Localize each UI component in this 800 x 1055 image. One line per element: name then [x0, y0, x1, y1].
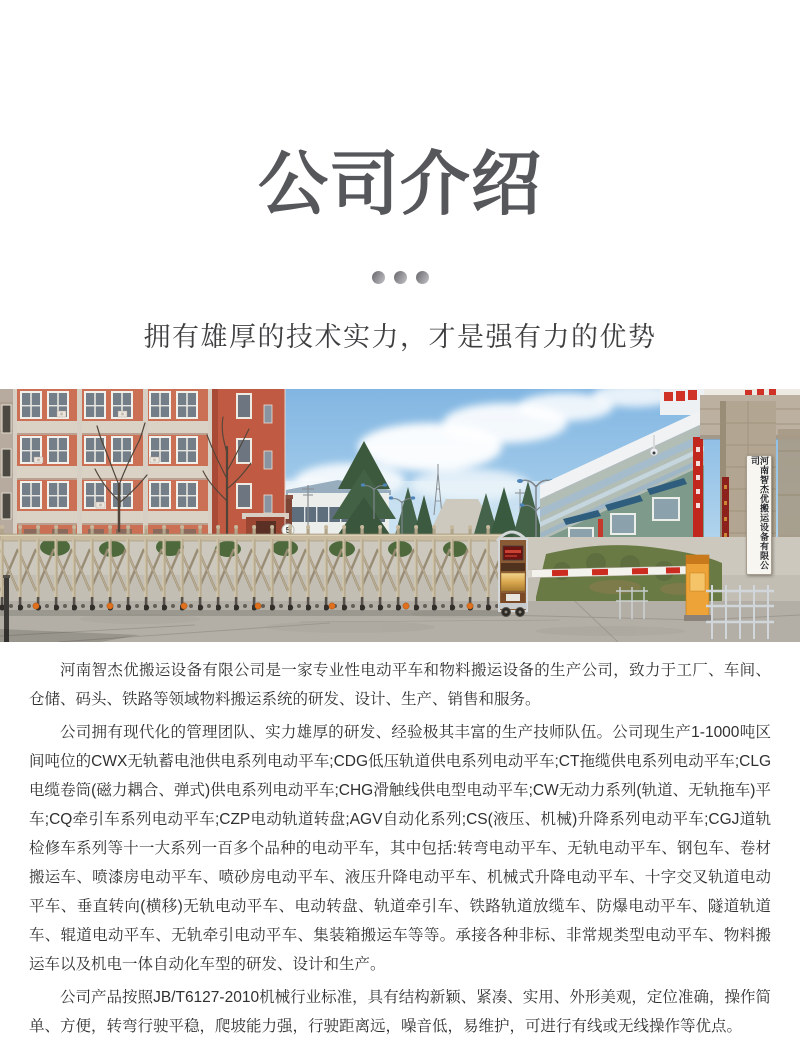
standards-paragraph: 公司产品按照JB/T6127-2010机械行业标准，具有结构新颖、紧凑、实用、外形美观，定位准确，操作简单、方便，转弯行驶平稳，爬坡能力强，行驶距离远，噪音低，易维护，可进行有线或无线操作等优点。	[29, 988, 771, 1035]
gate-sign-text: 河南智杰优搬运设备有限公司	[750, 455, 769, 570]
page-subtitle: 拥有雄厚的技术实力，才是强有力的优势	[143, 321, 657, 352]
gate-sign	[746, 455, 772, 575]
intro-header	[0, 47, 800, 351]
left-grey-building	[0, 389, 13, 539]
retractable-gate	[0, 525, 503, 616]
dot-icon	[416, 271, 429, 284]
red-office-building	[13, 389, 289, 539]
dot-icon	[372, 271, 385, 284]
intro-paragraph: 河南智杰优搬运设备有限公司是一家专业性电动平车和物料搬运设备的生产公司，致力于工厂、车间、仓储、码头、铁路等领域物料搬运系统的研发、设计、生产、销售和服务。	[29, 661, 771, 708]
section-divider-dots	[0, 271, 800, 284]
company-photo	[0, 389, 800, 642]
company-photo-illustration	[0, 389, 800, 642]
company-intro-text	[29, 656, 771, 1041]
page-title: 公司介绍	[258, 144, 542, 223]
dot-icon	[394, 271, 407, 284]
products-paragraph: 公司拥有现代化的管理团队、实力雄厚的研发、经验极其丰富的生产技师队伍。公司现生产1-1000吨区间吨位的CWX无轨蓄电池供电系列电动平车;CDG低压轨道供电系列电动平车;CT拖缆供电系列电动平车;CLG电缆卷筒(磁力耦合、弹式)供电系列电动平车;CHG滑触线供电型电动平车;CW无动力系列(轨道、无轨拖车)平车;CQ牵引车系列电动平车;CZP电动轨道转盘;AGV自动化系列;CS(液压、机械)升降系列电动平车;CGJ道轨检修车系列等十一大系列一百多个品种的电动平车，其中包括:转弯电动平车、无轨电动平车、钢包车、卷材搬运车、喷漆房电动平车、喷砂房电动平车、液压升降电动平车、机械式升降电动平车、十字交叉轨道电动平车、垂直转向(横移)无轨电动平车、电动转盘、轨道牵引车、铁路轨道放缆车、防爆电动平车、隧道轨道车、辊道电动平车、无轨牵引电动平车、集装箱搬运车等等。承接各种非标、非常规类型电动平车、物料搬运车以及机电一体自动化车型的研发、设计和生产。	[29, 723, 771, 973]
gate-motor-unit	[497, 532, 527, 617]
